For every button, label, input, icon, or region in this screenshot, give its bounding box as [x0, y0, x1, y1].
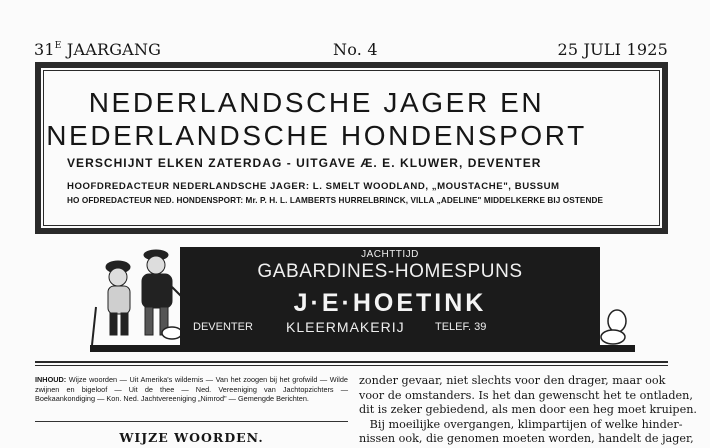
ad-season-label: JACHTTIJD: [361, 249, 419, 260]
masthead-title-line1: NEDERLANDSCHE JAGER EN: [88, 87, 545, 118]
issue-date: 25 JULI 1925: [557, 40, 668, 59]
masthead-editor-hondensport: HO OFDREDACTEUR NED. HONDENSPORT: Mr. P. H. L. LAMBERTS HURRELBRINCK, VILLA „ADELINE" MIDDELKERKE BIJ OSTENDE: [67, 196, 604, 205]
volume-number: 31: [34, 40, 55, 59]
article-title: WIJZE WOORDEN.: [119, 430, 264, 445]
tailor-advertisement: [90, 247, 635, 352]
volume-word: JAARGANG: [61, 40, 162, 59]
body-line: nissen ook, die genomen moeten worden, handelt de jager,: [359, 432, 694, 445]
body-line: Bij moeilijke overgangen, klimpartijen of welke hinder-: [359, 417, 683, 431]
table-of-contents: [35, 375, 348, 404]
masthead-editor-jager: HOOFDREDACTEUR NEDERLANDSCHE JAGER: L. SMELT WOODLAND, „MOUSTACHE", BUSSUM: [67, 181, 560, 192]
volume-label: [34, 40, 161, 62]
contents-text: Wijze woorden — Uit Amerika's wildernis — Van het zoogen bij het grofwild — Wilde zwijnen en bigeloof — Uit de thee — Ned. Vereeniging van Jachtopzichters — Boekaankondiging — Kon. Ned. Jachtvereeniging „Nimrod" — Gemengde Berichten.: [35, 375, 348, 404]
ad-trade: KLEERMAKERIJ: [286, 319, 405, 335]
contents-divider: [35, 421, 348, 422]
contents-label: INHOUD:: [35, 375, 67, 384]
body-line: dit is zeker gebiedend, als men door een heg moet kruipen.: [359, 403, 697, 416]
issue-number: No. 4: [333, 40, 378, 59]
ad-base-bar: [90, 345, 635, 352]
ad-company-name: J·E·HOETINK: [293, 289, 487, 317]
ad-phone: TELEF. 39: [435, 321, 487, 333]
section-divider-thick: [35, 361, 668, 363]
masthead-subtitle: VERSCHIJNT ELKEN ZATERDAG - UITGAVE Æ. E. KLUWER, DEVENTER: [67, 156, 542, 170]
left-hunters-illustration: [92, 250, 184, 345]
body-line: voor de omstanders. Is het dan gewenscht het te ontladen,: [359, 388, 693, 402]
ad-goods: GABARDINES-HOMESPUNS: [257, 261, 523, 282]
volume-superscript: E: [54, 41, 62, 51]
ad-city: DEVENTER: [193, 321, 253, 333]
body-line: zonder gevaar, niet slechts voor den drager, maar ook: [359, 374, 666, 387]
article-body-column: [359, 374, 697, 447]
masthead-title-line2: NEDERLANDSCHE HONDENSPORT: [46, 120, 587, 151]
section-divider-thin: [35, 365, 668, 366]
